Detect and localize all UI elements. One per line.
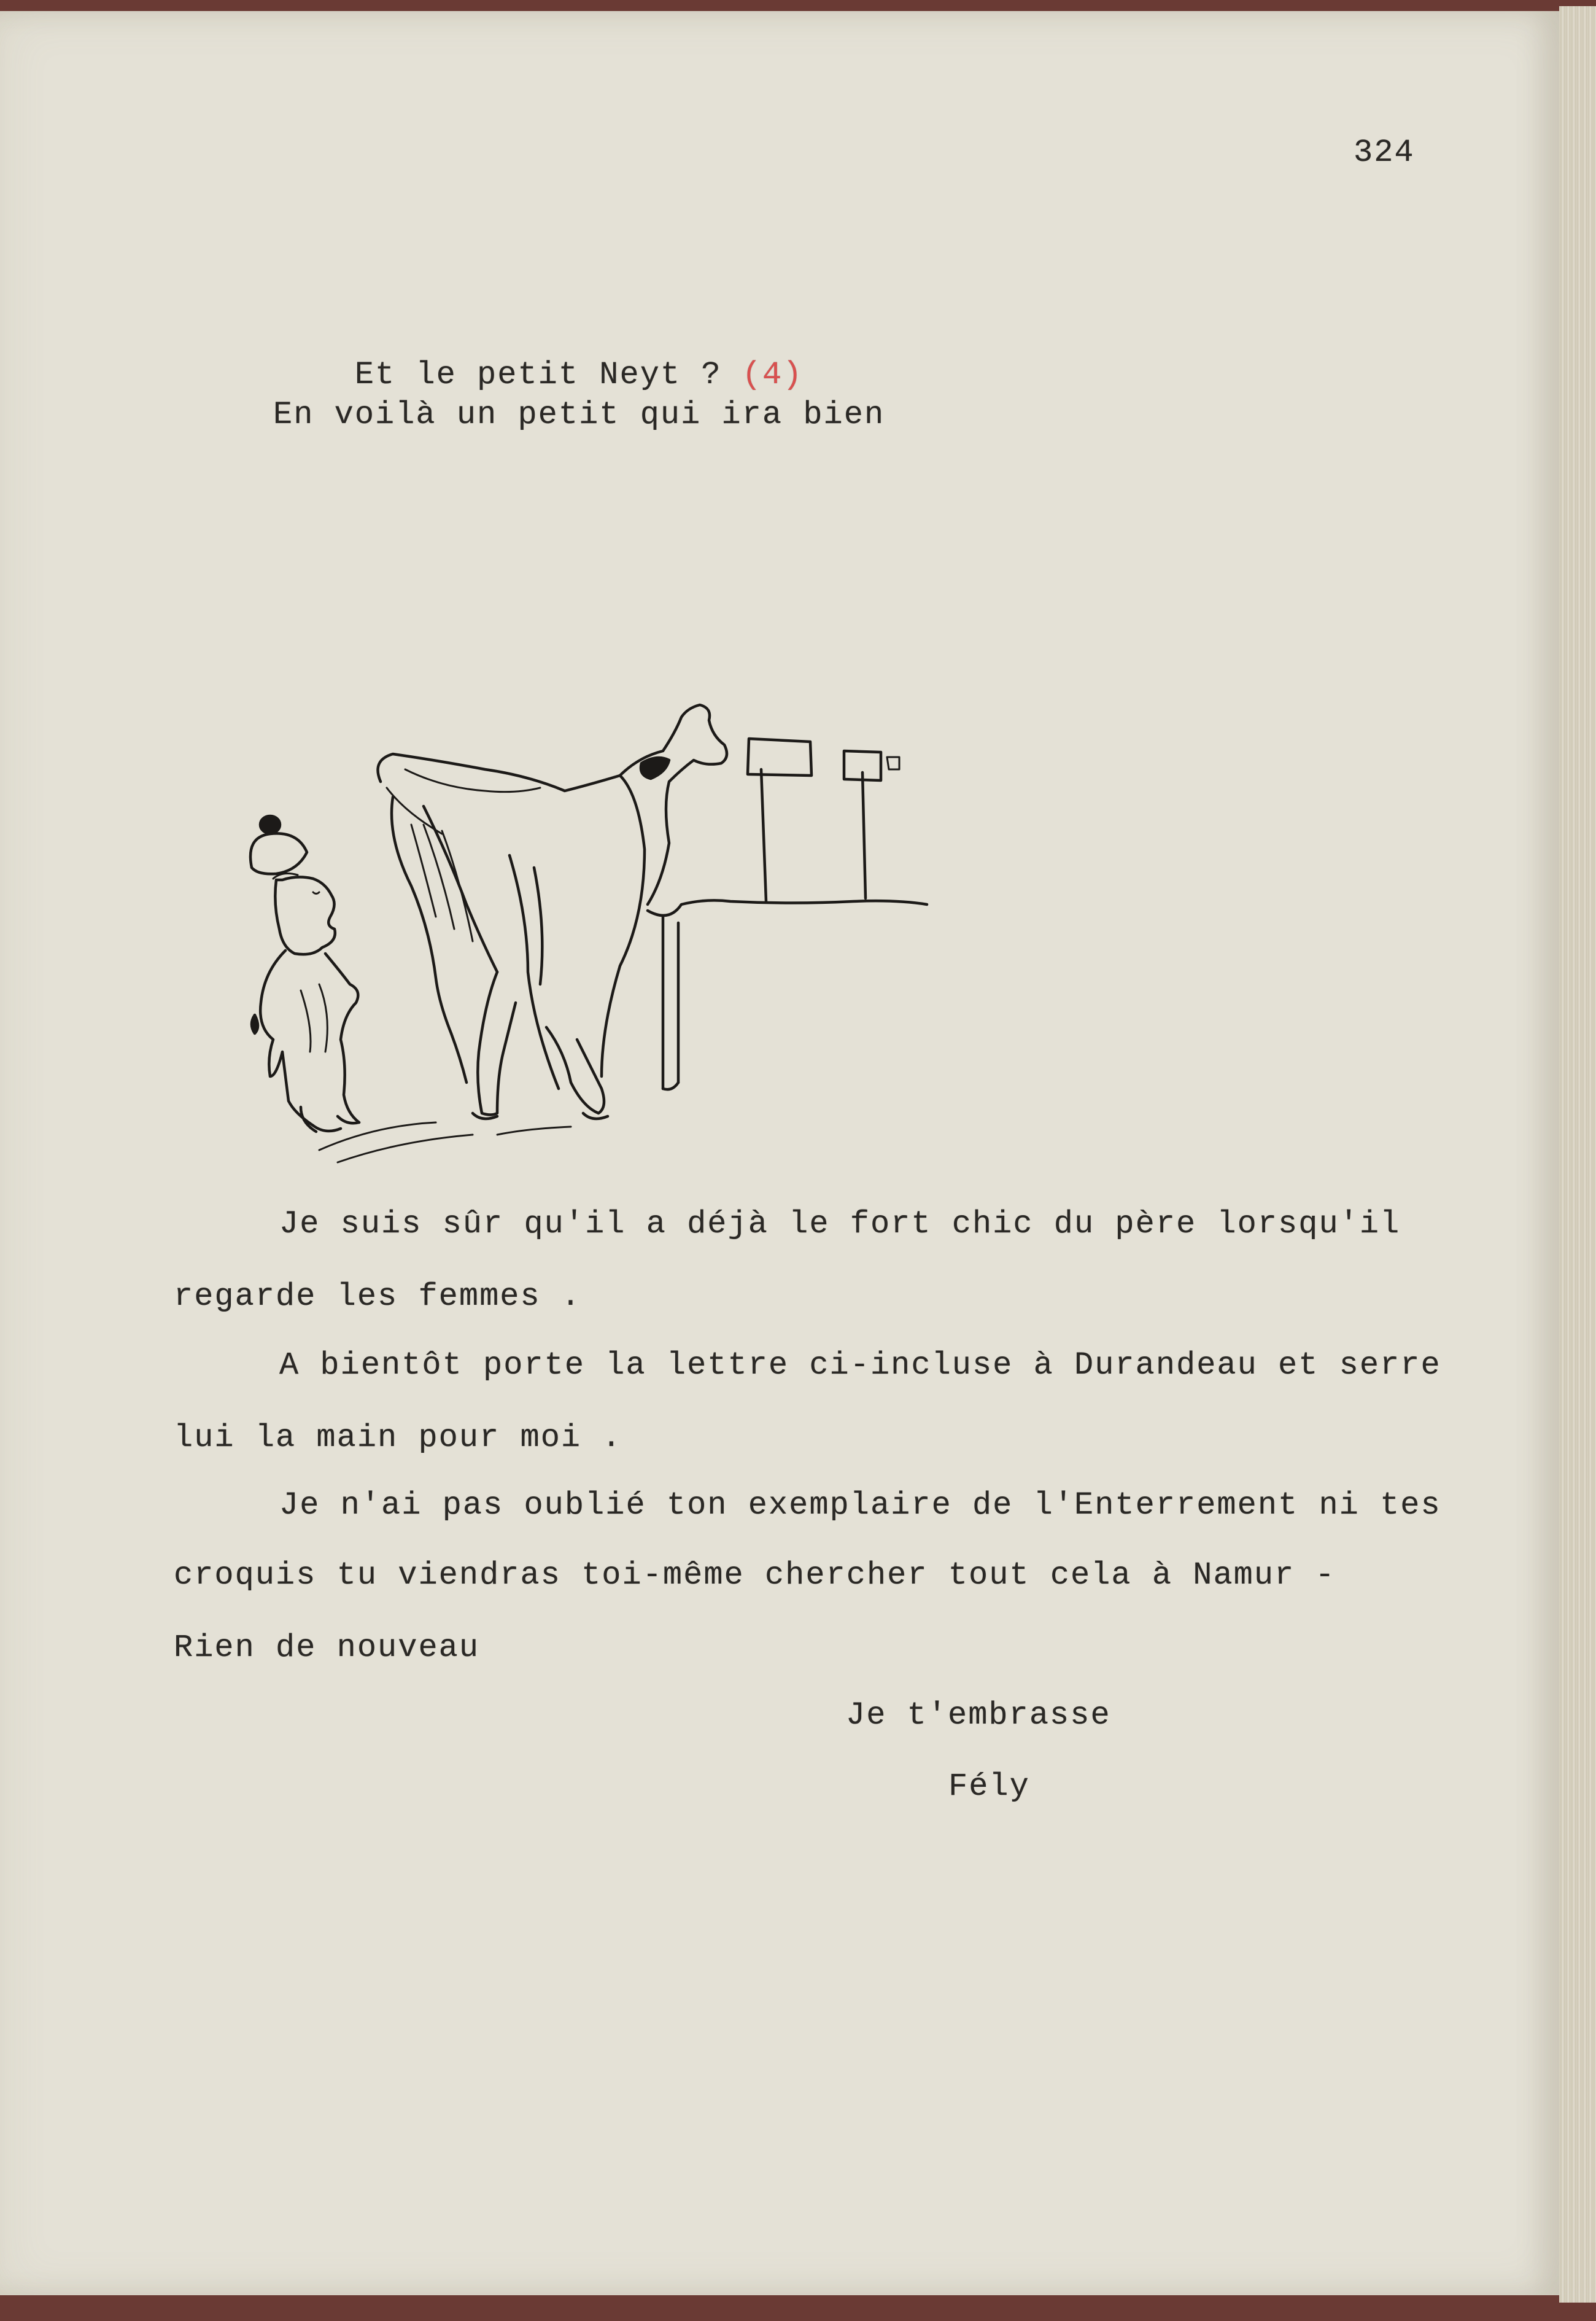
hat	[250, 833, 307, 874]
small-figure-body-left	[260, 951, 313, 1126]
body-line-5: Je n'ai pas oublié ton exemplaire de l'Enterrement ni tes	[279, 1487, 1441, 1523]
body-line-6: croquis tu viendras toi-même chercher tout cela à Namur -	[174, 1557, 1336, 1593]
document-page	[0, 11, 1559, 2295]
signature: Fély	[948, 1768, 1030, 1805]
stocking-dark	[641, 758, 669, 779]
page-stack-edge	[1559, 6, 1596, 2303]
ink-sketch-illustration	[239, 683, 976, 1175]
signpost-left	[761, 769, 766, 901]
body-line-2: regarde les femmes .	[174, 1278, 582, 1315]
signpost-right	[862, 772, 866, 898]
skirt-top	[378, 754, 621, 791]
ground-lines	[319, 1122, 571, 1162]
body-line-7: Rien de nouveau	[174, 1630, 480, 1666]
footnote-marker: (4)	[742, 357, 804, 393]
leg-left	[478, 972, 516, 1115]
hat-pompom	[260, 816, 280, 833]
header-text: Et le petit Neyt ?	[354, 357, 722, 393]
sign-small	[887, 757, 899, 769]
small-figure-head	[275, 877, 335, 954]
coat-folds	[301, 984, 327, 1052]
small-figure-hand	[252, 1015, 258, 1033]
sign-left	[748, 739, 812, 776]
body-line-4: lui la main pour moi .	[174, 1420, 622, 1456]
small-figure-body-right	[325, 954, 359, 1122]
body-line-1: Je suis sûr qu'il a déjà le fort chic du père lorsqu'il	[279, 1206, 1401, 1242]
leg-right	[546, 1027, 604, 1113]
closing-line: Je t'embrasse	[846, 1697, 1111, 1733]
skirt-folds	[387, 769, 540, 834]
header-line-2: En voilà un petit qui ira bien	[273, 397, 885, 433]
page-number: 324	[1354, 134, 1415, 171]
bench-top	[648, 900, 927, 916]
skirt-right-folds	[509, 855, 559, 1089]
bench-foot	[663, 1083, 678, 1089]
eye	[313, 892, 319, 894]
body-line-3: A bientôt porte la lettre ci-incluse à Durandeau et serre	[279, 1347, 1441, 1383]
skirt-right-edge	[602, 776, 645, 1076]
